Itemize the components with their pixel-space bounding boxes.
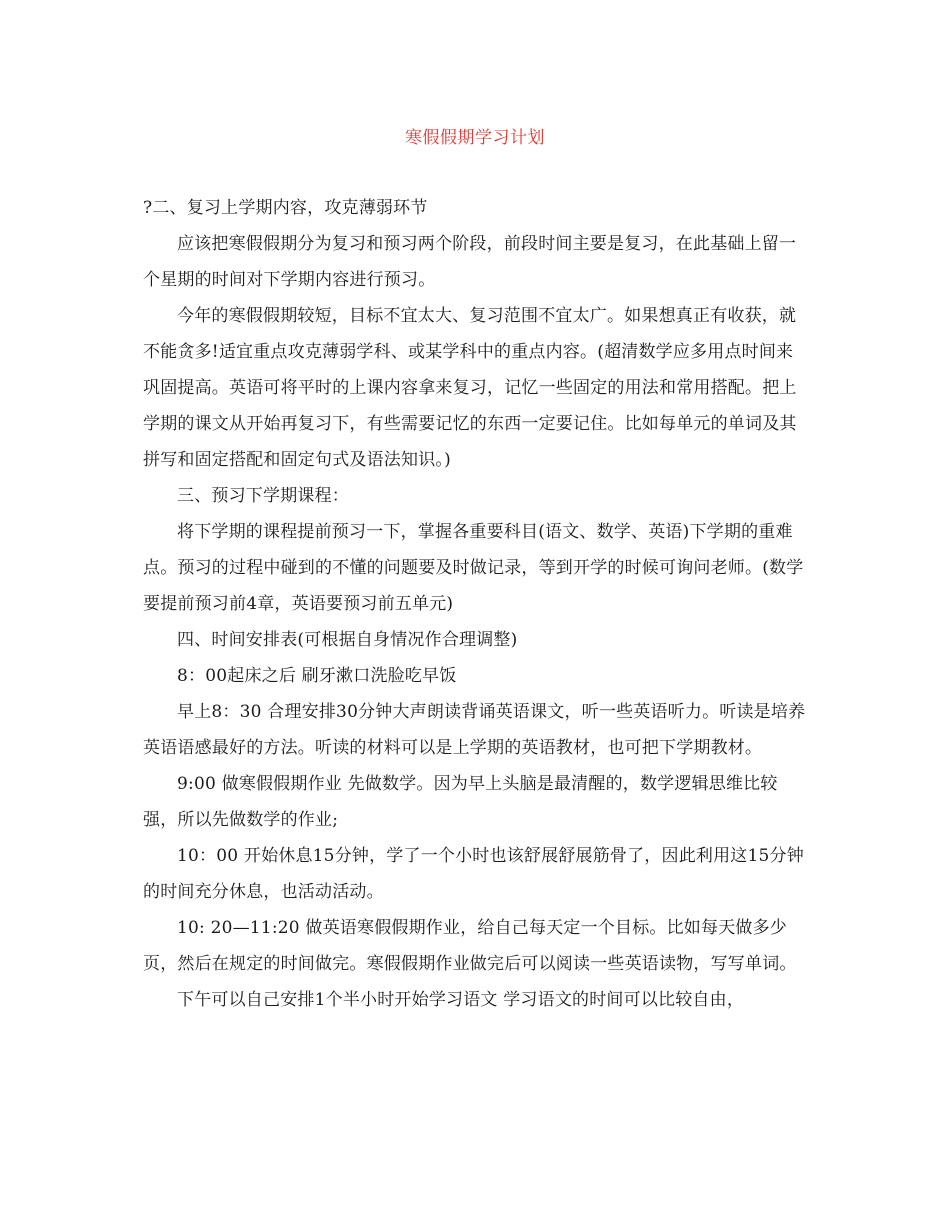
section-heading-schedule: 四、时间安排表(可根据自身情况作合理调整) xyxy=(177,630,518,650)
schedule-item: 9:00 做寒假假期作业 先做数学。因为早上头脑是最清醒的，数学逻辑思维比较强，所以先做数学的作业; xyxy=(143,774,778,830)
section-heading-preview: 三、预习下学期课程： xyxy=(177,486,349,506)
schedule-item: 8：00起床之后 刷牙漱口洗脸吃早饭 xyxy=(177,666,457,686)
paragraph: 今年的寒假假期较短，目标不宜太大、复习范围不宜太广。如果想真正有收获，就不能贪多!适宜重点攻克薄弱学科、或某学科中的重点内容。(超清数学应多用点时间来巩固提高。英语可将平时的上课内容拿来复习，记忆一些固定的用法和常用搭配。把上学期的课文从开始再复习下，有些需要记忆的东西一定要记住。比如每单元的单词及其拼写和固定搭配和固定句式及语法知识。) xyxy=(143,306,797,470)
schedule-item: 早上8：30 合理安排30分钟大声朗读背诵英语课文，听一些英语听力。听读是培养英语语感最好的方法。听读的材料可以是上学期的英语教材，也可把下学期教材。 xyxy=(143,702,806,758)
schedule-item: 10: 20—11:20 做英语寒假假期作业，给自己每天定一个目标。比如每天做多少页，然后在规定的时间做完。寒假假期作业做完后可以阅读一些英语读物，写写单词。 xyxy=(143,918,797,974)
paragraph: 将下学期的课程提前预习一下，掌握各重要科目(语文、数学、英语)下学期的重难点。预习的过程中碰到的不懂的问题要及时做记录，等到开学的时候可询问老师。(数学要提前预习前4章，英语要预习前五单元) xyxy=(143,522,804,614)
section-heading-review: ?二、复习上学期内容，攻克薄弱环节 xyxy=(143,198,428,218)
schedule-item: 下午可以自己安排1个半小时开始学习语文 学习语文的时间可以比较自由， xyxy=(177,990,745,1010)
page-title: 寒假假期学习计划 xyxy=(405,128,545,148)
document-body xyxy=(143,190,807,1018)
schedule-item: 10：00 开始休息15分钟，学了一个小时也该舒展舒展筋骨了，因此利用这15分钟的时间充分休息，也活动活动。 xyxy=(143,846,804,902)
paragraph: 应该把寒假假期分为复习和预习两个阶段，前段时间主要是复习，在此基础上留一个星期的时间对下学期内容进行预习。 xyxy=(143,234,797,290)
